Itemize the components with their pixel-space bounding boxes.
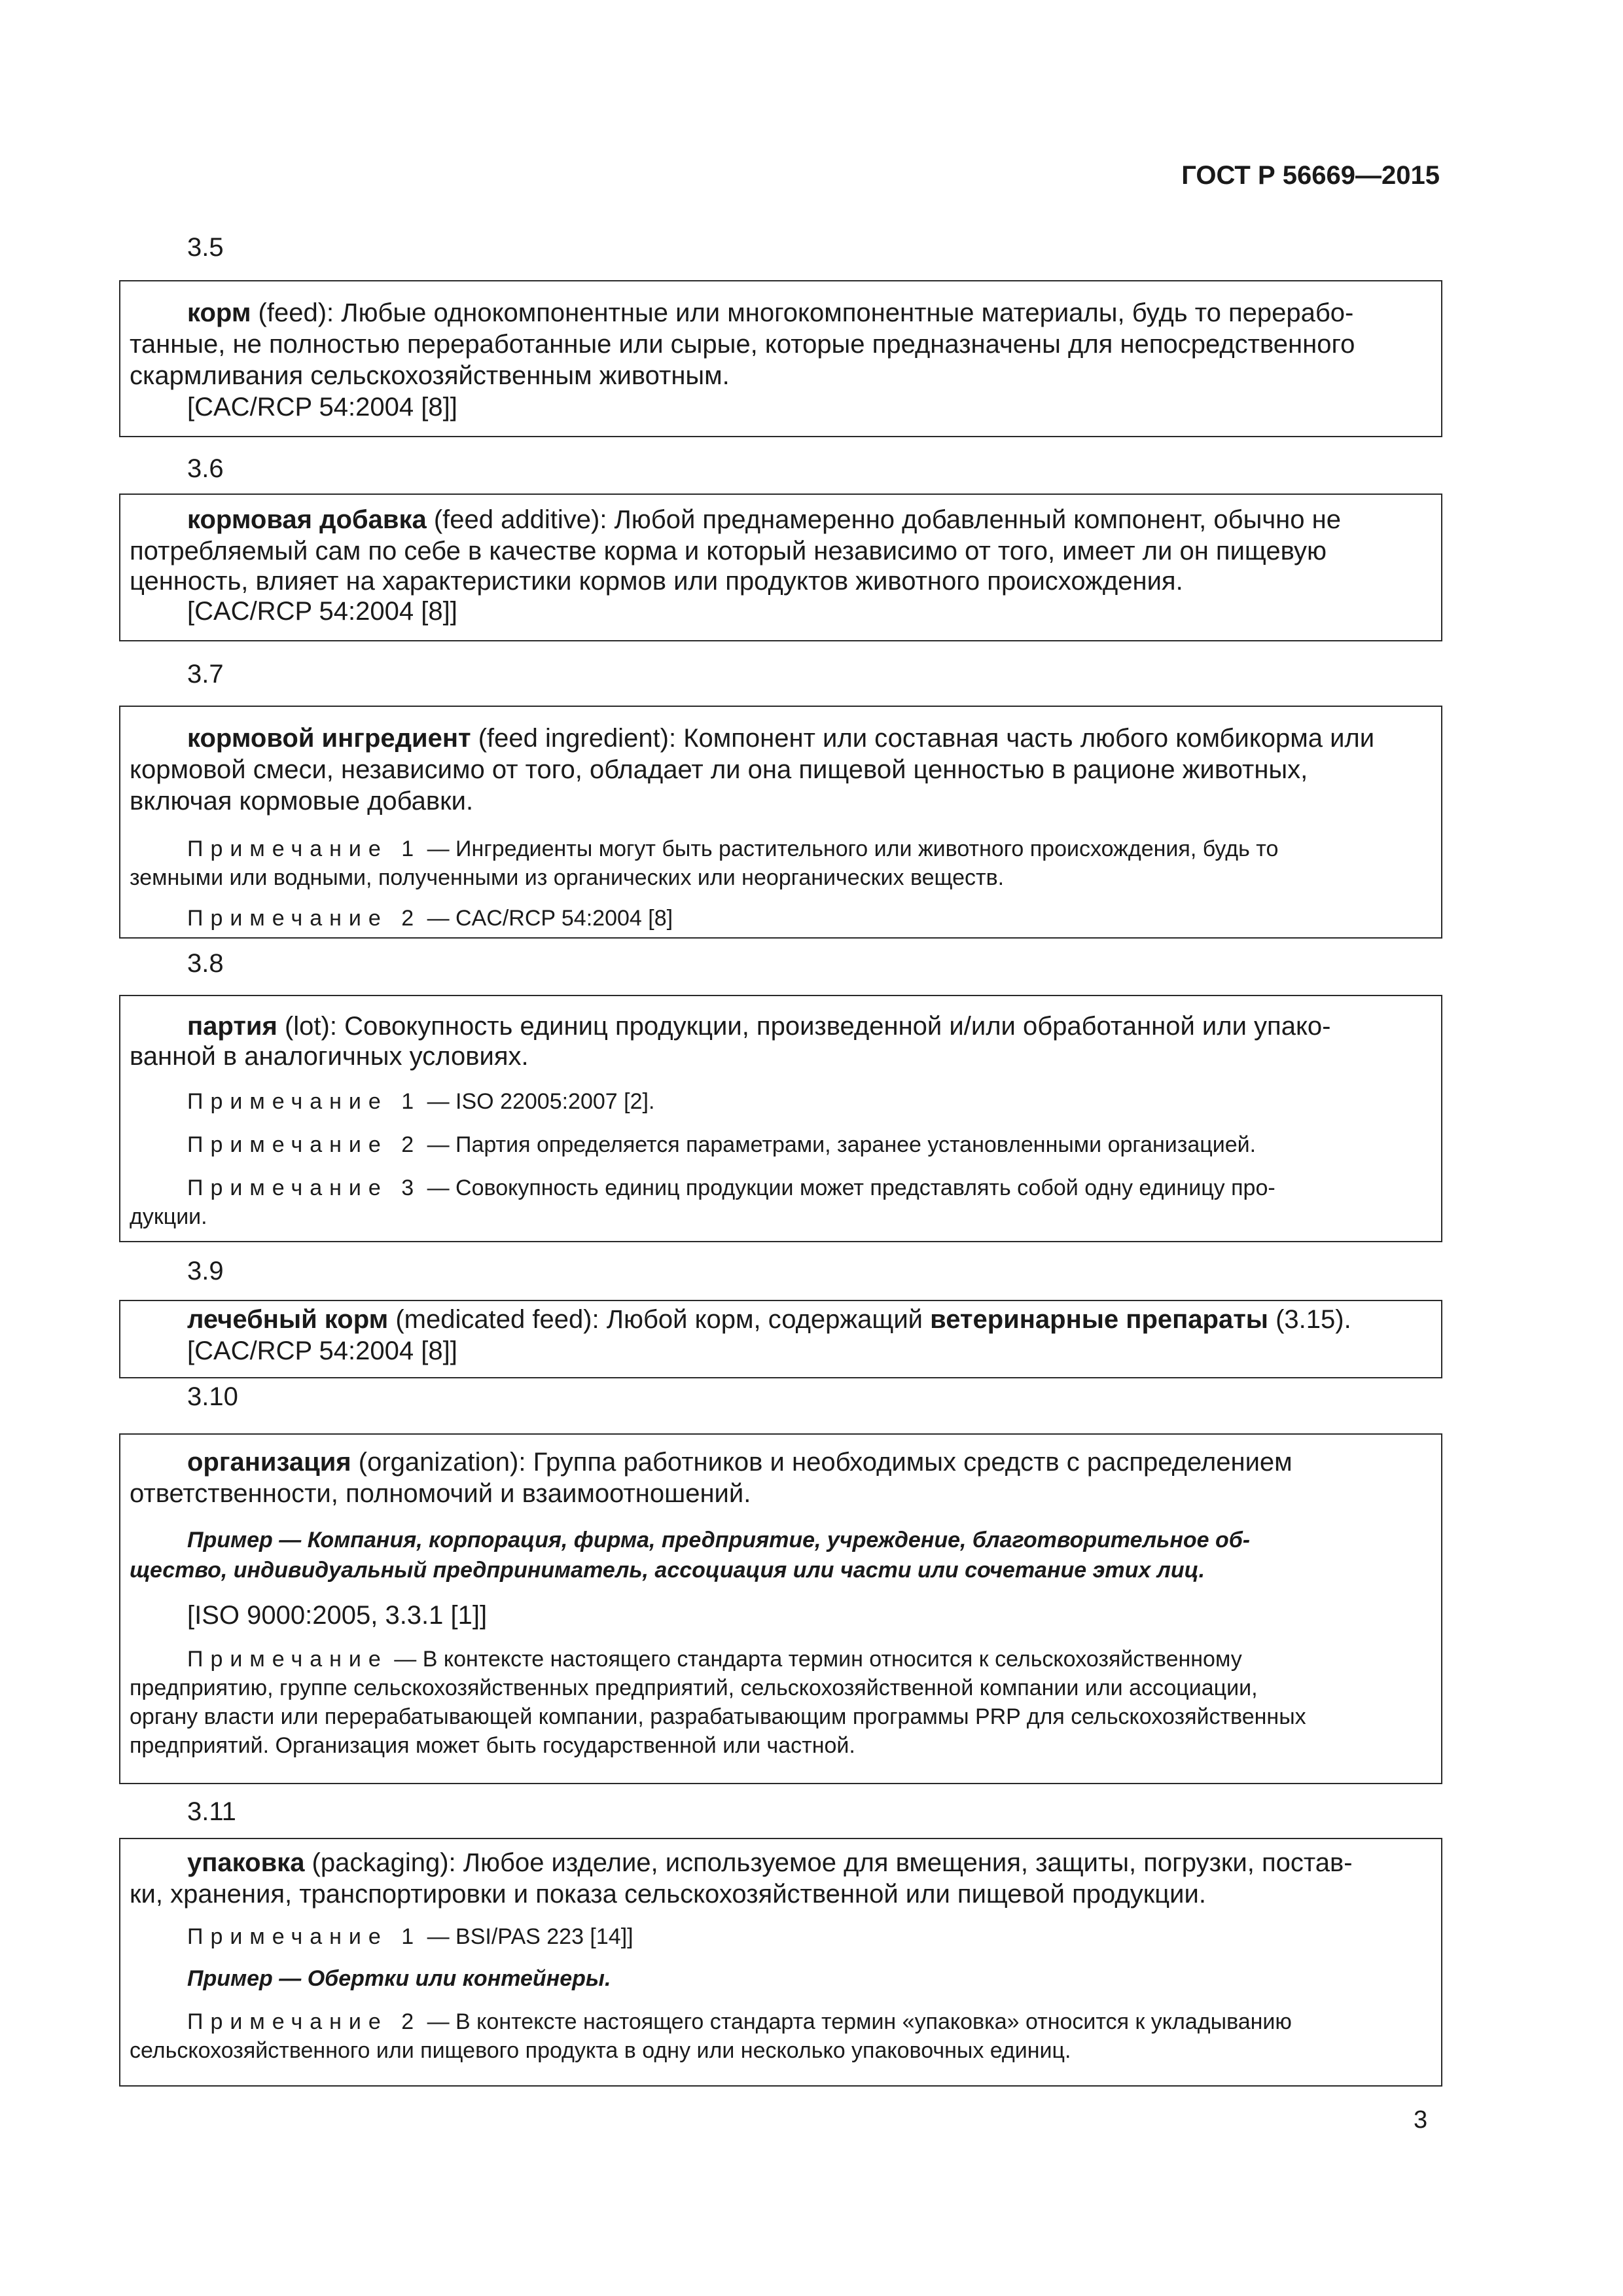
- definition-line: кормовая добавка (feed additive): Любой преднамеренно добавленный компонент, обычно не: [187, 505, 1341, 534]
- example: Пример — Компания, корпорация, фирма, предприятие, учреждение, благотворительное об-: [187, 1528, 1251, 1552]
- cross-reference-term: ветеринарные препараты: [930, 1305, 1268, 1334]
- example-line: щество, индивидуальный предприниматель, ассоциация или части или сочетание этих лиц.: [130, 1558, 1205, 1583]
- note-line: предприятий. Организация может быть государственной или частной.: [130, 1733, 855, 1758]
- note: Примечание 2 — В контексте настоящего стандарта термин «упаковка» относится к укладыванию: [187, 2009, 1292, 2034]
- term: упаковка: [187, 1848, 305, 1877]
- reference: [CAC/RCP 54:2004 [8]]: [187, 393, 457, 422]
- definition-line: потребляемый сам по себе в качестве корма и который независимо от того, имеет ли он пищевую: [130, 537, 1327, 565]
- reference: [ISO 9000:2005, 3.3.1 [1]]: [187, 1601, 488, 1630]
- definition-line: партия (lot): Совокупность единиц продукции, произведенной и/или обработанной или упако-: [187, 1012, 1331, 1041]
- note-label: Примечание 2: [187, 906, 421, 931]
- term: организация: [187, 1448, 351, 1477]
- definition-line: кормовой ингредиент (feed ingredient): Компонент или составная часть любого комбикорма или: [187, 724, 1375, 753]
- note-line: земными или водными, полученными из органических или неорганических веществ.: [130, 865, 1005, 890]
- section-number: 3.8: [187, 949, 224, 978]
- note: Примечание 2 — CAC/RCP 54:2004 [8]: [187, 906, 673, 931]
- note-label: Примечание 2: [187, 1132, 421, 1157]
- note: Примечание 1 — Ингредиенты могут быть растительного или животного происхождения, будь то: [187, 836, 1279, 861]
- definition-line: организация (organization): Группа работников и необходимых средств с распределением: [187, 1448, 1293, 1477]
- note: Примечание 2 — Партия определяется параметрами, заранее установленными организацией.: [187, 1132, 1257, 1157]
- note-label: Примечание 1: [187, 836, 421, 861]
- reference: [CAC/RCP 54:2004 [8]]: [187, 597, 457, 626]
- note-line: дукции.: [130, 1204, 207, 1229]
- note: Примечание 3 — Совокупность единиц продукции может представлять собой одну единицу про-: [187, 1175, 1275, 1200]
- definition-line: ванной в аналогичных условиях.: [130, 1042, 529, 1071]
- note-line: предприятию, группе сельскохозяйственных предприятий, сельскохозяйственной компании или ассоциации,: [130, 1676, 1258, 1700]
- note-label: Примечание 3: [187, 1175, 421, 1200]
- section-number: 3.11: [187, 1797, 236, 1826]
- definition-line: кормовой смеси, независимо от того, обладает ли она пищевой ценностью в рационе животных,: [130, 755, 1308, 784]
- document-header: ГОСТ Р 56669—2015: [1181, 161, 1440, 190]
- section-number: 3.10: [187, 1382, 238, 1411]
- page-number: 3: [1414, 2106, 1428, 2134]
- note-line: сельскохозяйственного или пищевого продукта в одну или несколько упаковочных единиц.: [130, 2038, 1071, 2063]
- definition-line: ценность, влияет на характеристики кормов или продуктов животного происхождения.: [130, 567, 1183, 596]
- term: кормовая добавка: [187, 505, 427, 534]
- note-label: Примечание 1: [187, 1089, 421, 1114]
- note-label: Примечание 2: [187, 2009, 421, 2034]
- note-label: Примечание: [187, 1647, 388, 1672]
- definition-line: скармливания сельскохозяйственным животным.: [130, 361, 730, 390]
- section-number: 3.5: [187, 233, 224, 262]
- definition-line: включая кормовые добавки.: [130, 787, 474, 816]
- section-number: 3.6: [187, 454, 224, 483]
- section-number: 3.7: [187, 660, 224, 689]
- term: кормовой ингредиент: [187, 724, 471, 753]
- example: Пример — Обертки или контейнеры.: [187, 1966, 611, 1991]
- definition-line: лечебный корм (medicated feed): Любой корм, содержащий ветеринарные препараты (3.15).: [187, 1305, 1351, 1334]
- definition-line: ки, хранения, транспортировки и показа сельскохозяйственной или пищевой продукции.: [130, 1880, 1206, 1909]
- term: лечебный корм: [187, 1305, 389, 1334]
- term: партия: [187, 1012, 277, 1041]
- term: корм: [187, 298, 251, 327]
- definition-line: ответственности, полномочий и взаимоотношений.: [130, 1479, 751, 1508]
- note: Примечание 1 — ISO 22005:2007 [2].: [187, 1089, 655, 1114]
- definition-line: танные, не полностью переработанные или сырые, которые предназначены для непосредственного: [130, 330, 1355, 359]
- definition-line: упаковка (packaging): Любое изделие, используемое для вмещения, защиты, погрузки, постав-: [187, 1848, 1353, 1877]
- note-label: Примечание 1: [187, 1924, 421, 1949]
- note: Примечание — В контексте настоящего стандарта термин относится к сельскохозяйственному: [187, 1647, 1242, 1672]
- note: Примечание 1 — BSI/PAS 223 [14]]: [187, 1924, 633, 1949]
- note-line: органу власти или перерабатывающей компании, разрабатывающим программы PRP для сельскохозяйственных: [130, 1704, 1306, 1729]
- section-number: 3.9: [187, 1257, 224, 1285]
- reference: [CAC/RCP 54:2004 [8]]: [187, 1336, 457, 1365]
- definition-line: корм (feed): Любые однокомпонентные или многокомпонентные материалы, будь то перерабо-: [187, 298, 1354, 327]
